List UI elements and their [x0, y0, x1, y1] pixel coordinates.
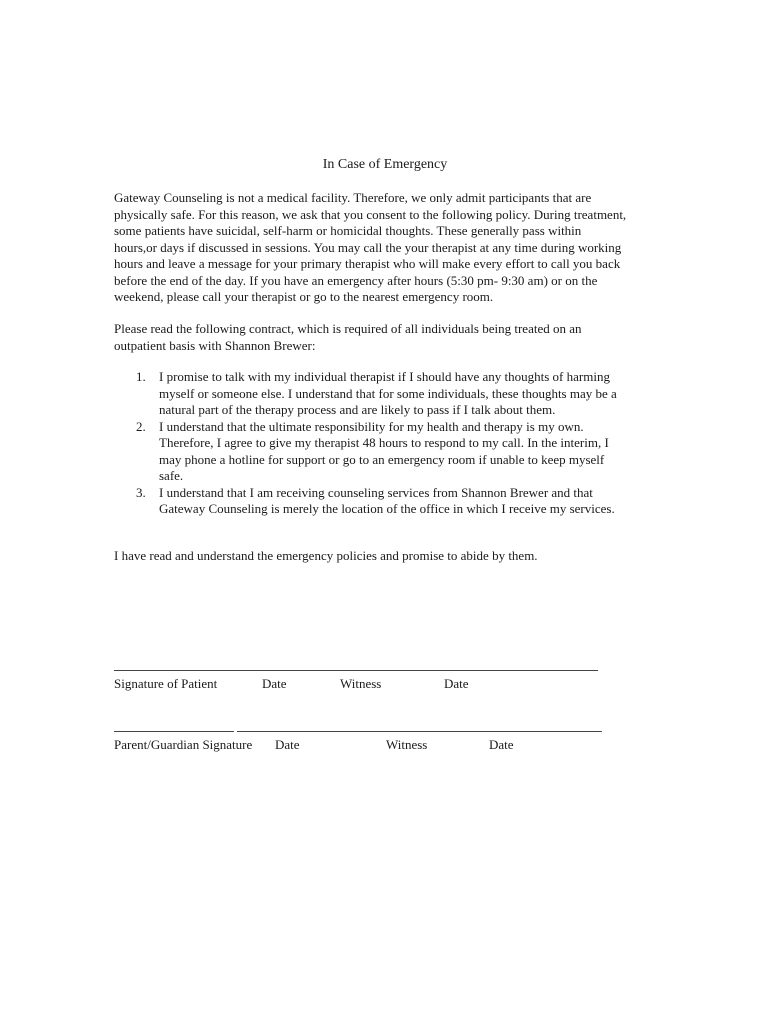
contract-item-line: I understand that I am receiving counseling services from Shannon Brewer and that: [159, 484, 593, 500]
guardian-witness-date-label: Date: [489, 737, 514, 752]
guardian-date-label: Date: [275, 737, 300, 752]
intro-line: before the end of the day. If you have an emergency after hours (5:30 pm- 9:30 am) or on the: [114, 272, 598, 288]
contract-item: [114, 485, 674, 518]
contract-item-number: 3.: [136, 484, 146, 500]
instruction-line: Please read the following contract, which is required of all individuals being treated on an: [114, 321, 582, 336]
intro-line: weekend, please call your therapist or go to the nearest emergency room.: [114, 289, 494, 304]
instruction-paragraph: [114, 321, 674, 354]
acknowledgement-text: I have read and understand the emergency policies and promise to abide by them.: [114, 548, 538, 563]
contract-item-line: Gateway Counseling is merely the location of the office in which I receive my services.: [159, 501, 615, 516]
contract-item-number: 2.: [136, 418, 146, 434]
intro-line: hours,or days if discussed in sessions. You may call the your therapist at any time during working: [114, 239, 622, 255]
contract-item-line: I promise to talk with my individual therapist if I should have any thoughts of harming: [159, 369, 610, 384]
contract-item: [114, 419, 674, 485]
witness-label: Witness: [340, 676, 382, 691]
intro-paragraph: [114, 190, 674, 306]
guardian-signature-line[interactable]: [114, 731, 234, 732]
guardian-date-witness-line[interactable]: [237, 731, 602, 732]
contract-item-line: Therefore, I agree to give my therapist 48 hours to respond to my call. In the interim, I: [159, 435, 609, 450]
contract-item-line: myself or someone else. I understand that for some individuals, these thoughts may be a: [159, 385, 617, 401]
contract-item-number: 1.: [136, 369, 146, 384]
guardian-signature-label: Parent/Guardian Signature: [114, 737, 253, 752]
intro-line: physically safe. For this reason, we ask that you consent to the following policy. During treatment,: [114, 206, 627, 222]
contract-item-line: safe.: [159, 468, 184, 483]
guardian-witness-label: Witness: [386, 737, 428, 752]
instruction-line: outpatient basis with Shannon Brewer:: [114, 337, 316, 353]
intro-line: hours and leave a message for your primary therapist who will make every effort to call you back: [114, 256, 621, 271]
contract-item-line: may phone a hotline for support or go to an emergency room if unable to keep myself: [159, 451, 605, 467]
witness-date-label: Date: [444, 676, 469, 691]
contract-item: [114, 369, 674, 419]
contract-item-line: natural part of the therapy process and are likely to pass if I talk about them.: [159, 402, 556, 417]
contract-list: [114, 369, 674, 518]
contract-item-line: I understand that the ultimate responsibility for my health and therapy is my own.: [159, 418, 584, 434]
patient-signature-label: Signature of Patient: [114, 676, 218, 691]
intro-line: Gateway Counseling is not a medical facility. Therefore, we only admit participants that are: [114, 190, 592, 205]
intro-line: some patients have suicidal, self-harm or homicidal thoughts. These generally pass within: [114, 223, 582, 238]
page-title: In Case of Emergency: [322, 157, 448, 172]
patient-signature-line[interactable]: [114, 670, 598, 671]
patient-date-label: Date: [262, 676, 287, 691]
